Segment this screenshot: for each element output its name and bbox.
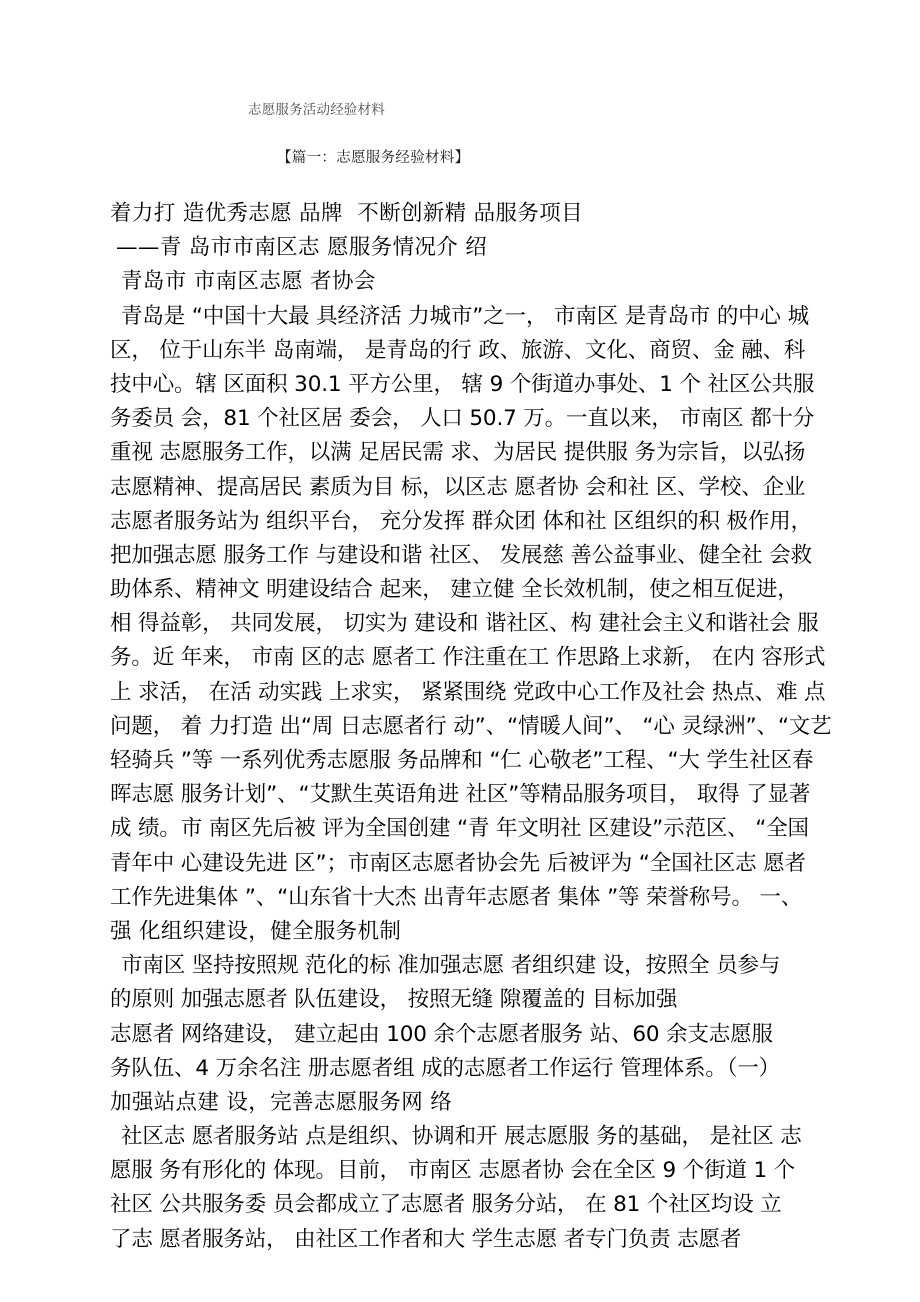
body-text-line: 轻骑兵 ”等 一系列优秀志愿服 务品牌和 “仁 心敬老”工程、“大 学生社区春 <box>110 748 814 773</box>
body-text-line: 把加强志愿 服务工作 与建设和谐 社区、 发展慈 善公益事业、健全社 会救 <box>110 542 812 568</box>
body-text-line: 成 绩。市 南区先后被 评为全国创建 “青 年文明社 区建设”示范区、 “全国 <box>110 816 809 842</box>
body-text-line: 社区 公共服务委 员会都成立了志愿者 服务分站， 在 81 个社区均设 立 <box>110 1192 782 1218</box>
body-text-line: 加强站点建 设，完善志愿服务网 络 <box>110 1089 453 1115</box>
body-text-line: 务队伍、4 万余名注 册志愿者组 成的志愿者工作运行 管理体系。（一） <box>110 1055 781 1081</box>
body-text-line: 务。近 年来， 市南 区的志 愿者工 作注重在工 作思路上求新， 在内 容形式 <box>110 645 826 671</box>
body-text-line: 区， 位于山东半 岛南端， 是青岛的行 政、旅游、文化、商贸、金 融、科 <box>110 337 806 363</box>
section-marker-label: 【篇一：志愿服务经验材料】 <box>277 150 470 166</box>
body-text-line: 的原则 加强志愿者 队伍建设， 按照无缝 隙覆盖的 目标加强 <box>110 987 678 1013</box>
body-text-line: 工作先进集体 ”、“山东省十大杰 出青年志愿者 集体 ”等 荣誉称号。 一、 <box>110 884 803 910</box>
body-text-line: 青岛是 “中国十大最 具经济活 力城市”之一， 市南区 是青岛市 的中心 城 <box>121 303 809 329</box>
body-text-line: 志愿者 网络建设， 建立起由 100 余个志愿者服务 站、60 余支志愿服 <box>110 1021 773 1047</box>
body-text-line: 愿服 务有形化的 体现。目前， 市南区 志愿者协 会在全区 9 个街道 1 个 <box>110 1158 796 1184</box>
body-text-line: 志愿精神、提高居民 素质为目 标，以区志 愿者协 会和社 区、学校、企业 <box>110 474 806 500</box>
body-text-line: 务委员 会，81 个社区居 委会， 人口 50.7 万。一直以来， 市南区 都十分 <box>110 406 815 432</box>
body-text-line: 着力打 造优秀志愿 品牌 不断创新精 品服务项目 <box>110 201 583 226</box>
body-text-line: 社区志 愿者服务站 点是组织、协调和开 展志愿服 务的基础， 是社区 志 <box>121 1124 802 1150</box>
body-text-line: 重视 志愿服务工作，以满 足居民需 求、为居民 提供服 务为宗旨，以弘扬 <box>110 440 806 466</box>
body-text-line: 强 化组织建设，健全服务机制 <box>110 918 402 944</box>
body-text-line: 上 求活， 在活 动实践 上求实， 紧紧围绕 党政中心工作及社会 热点、难 点 <box>110 679 826 705</box>
body-text-line: 相 得益彰， 共同发展， 切实为 建设和 谐社区、构 建社会主义和谐社会 服 <box>110 611 819 637</box>
body-text-line: 了志 愿者服务站， 由社区工作者和大 学生志愿 者专门负责 志愿者 <box>110 1226 742 1252</box>
body-text-line: 青年中 心建设先进 区”；市南区志愿者协会先 后被评为 “全国社区志 愿者 <box>110 850 806 876</box>
body-text-line: 晖志愿 服务计划”、“艾默生英语角进 社区”等精品服务项目， 取得 了显著 <box>110 782 811 808</box>
document-body <box>0 197 920 1257</box>
body-text-line: 市南区 坚持按照规 范化的标 准加强志愿 者组织建 设，按照全 员参与 <box>121 953 781 979</box>
body-text-line: 助体系、精神文 明建设结合 起来， 建立健 全长效机制，使之相互促进， <box>110 577 799 603</box>
body-text-line: 问题， 着 力打造 出“周 日志愿者行 动”、“情暖人间”、 “心 灵绿洲”、“文艺 <box>110 713 832 739</box>
body-text-line: 技中心。辖 区面积 30.1 平方公里， 辖 9 个街道办事处、1 个 社区公共服 <box>110 371 815 397</box>
body-text-line: 志愿者服务站为 组织平台， 充分发挥 群众团 体和社 区组织的积 极作用， <box>110 508 812 534</box>
body-text-line: 青岛市 市南区志愿 者协会 <box>121 269 376 295</box>
body-text-line: ——青 岛市市南区志 愿服务情况介 绍 <box>116 235 488 261</box>
document-running-header: 志愿服务活动经验材料 <box>248 102 385 118</box>
